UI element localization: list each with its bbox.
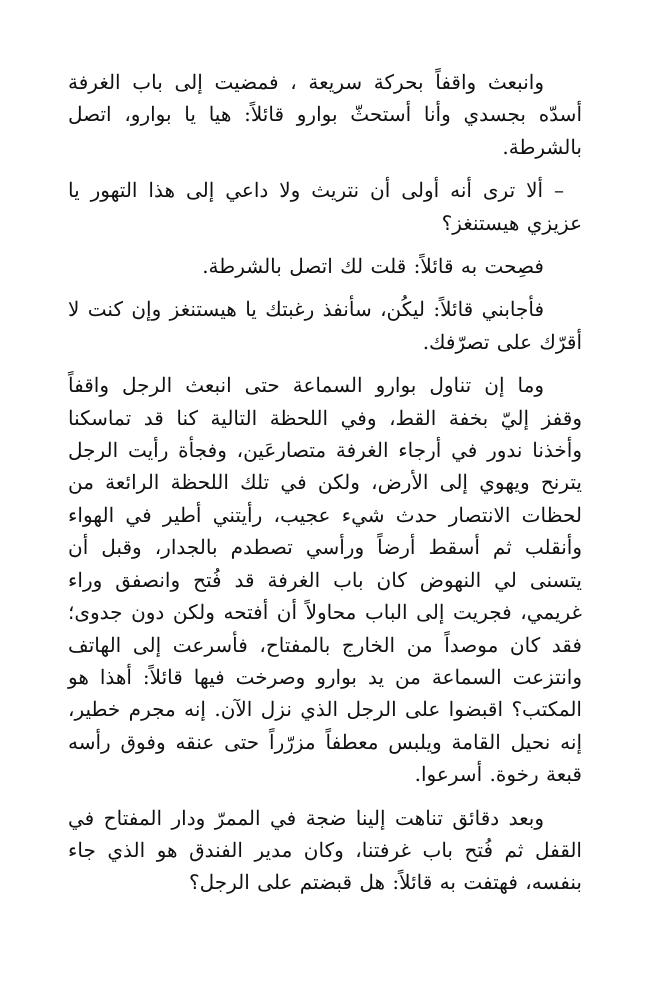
book-page [68, 66, 582, 910]
paragraph-3: فصِحت به قائلاً: قلت لك اتصل بالشرطة. [202, 254, 544, 279]
paragraph-5: وما إن تناول بوارو السماعة حتى انبعث الرجل واقفاً وقفز إليّ بخفة القط، وفي اللحظة التالية كنا قد تماسكنا وأخذنا ندور في أرجاء الغرفة متصارعَين، وفجأة رأيت الرجل يترنح ويهوي إلى الأرض، ولكن في تلك اللحظة الرائعة من لحظات الانتصار حدث شيء عجيب، رأيتني أطير في الهواء وأنقلب ثم أسقط أرضاً ورأسي تصطدم بالجدار، وقبل أن يتسنى لي النهوض كان باب الغرفة قد فُتح وانصفق وراء غريمي، فجريت إلى الباب محاولاً أن أفتحه ولكن دون جدوى؛ فقد كان موصداً من الخارج بالمفتاح، فأسرعت إلى الهاتف وانتزعت السماعة من يد بوارو وصرخت فيها قائلاً: أهذا هو المكتب؟ اقبضوا على الرجل الذي نزل الآن. إنه مجرم خطير، إنه نحيل القامة ويلبس معطفاً مزرّراً حتى عنقه وفوق رأسه قبعة رخوة. أسرعوا. [68, 373, 583, 787]
paragraph-6: وبعد دقائق تناهت إلينا ضجة في الممرّ ودار المفتاح في القفل ثم فُتح باب غرفتنا، وكان مدير الفندق هو الذي جاء بنفسه، فهتفت به قائلاً: هل قبضتم على الرجل؟ [68, 805, 582, 895]
paragraph-1: وانبعث واقفاً بحركة سريعة ، فمضيت إلى باب الغرفة أسدّه بجسدي وأنا أستحثّ بوارو قائلاً: هيا يا بوارو، اتصل بالشرطة. [68, 70, 582, 159]
paragraph-2-dialogue: – ألا ترى أنه أولى أن نتريث ولا داعي إلى هذا التهور يا عزيزي هيستنغز؟ [68, 178, 582, 235]
paragraph-4: فأجابني قائلاً: ليكُن، سأنفذ رغبتك يا هيستنغز وإن كنت لا أقرّك على تصرّفك. [68, 297, 582, 354]
